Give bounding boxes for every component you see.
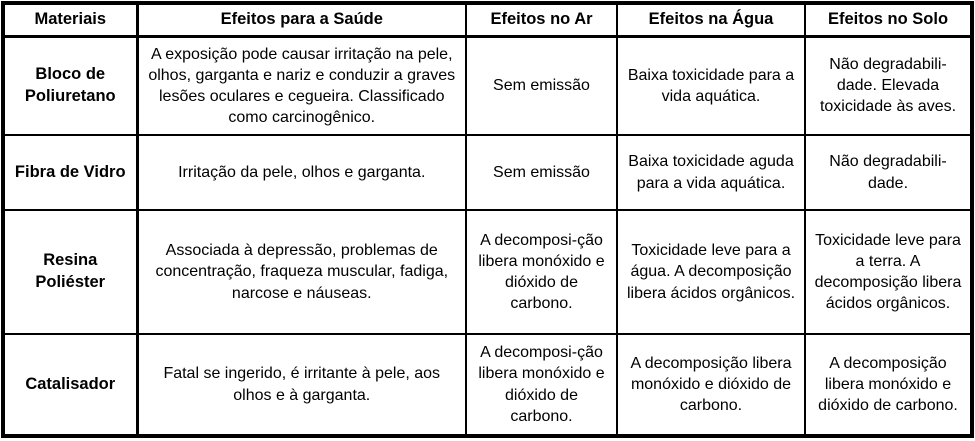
cell-ar: Sem emissão (466, 36, 617, 135)
cell-agua: A decomposição libera monóxido e dióxido de carbono. (617, 334, 805, 436)
table-row (3, 36, 972, 135)
header-cell-materiais: Materiais (3, 3, 137, 36)
materials-effects-table (1, 1, 974, 438)
cell-ar: Sem emissão (466, 135, 617, 210)
cell-solo: Não degradabili-dade. Elevada toxicidade às aves. (805, 36, 972, 135)
cell-solo: Não degradabili-dade. (805, 135, 972, 210)
cell-saude: Associada à depressão, problemas de concentração, fraqueza muscular, fadiga, narcose e náuseas. (137, 210, 466, 334)
cell-material: Resina Poliéster (3, 210, 137, 334)
cell-agua: Baixa toxicidade aguda para a vida aquática. (617, 135, 805, 210)
cell-material: Fibra de Vidro (3, 135, 137, 210)
header-cell-agua: Efeitos na Água (617, 3, 805, 36)
header-cell-saude: Efeitos para a Saúde (137, 3, 466, 36)
header-cell-ar: Efeitos no Ar (466, 3, 617, 36)
cell-saude: A exposição pode causar irritação na pele, olhos, garganta e nariz e conduzir a graves lesões oculares e cegueira. Classificado como carcinogênico. (137, 36, 466, 135)
cell-solo: A decomposição libera monóxido e dióxido de carbono. (805, 334, 972, 436)
table-row (3, 210, 972, 334)
cell-material: Bloco de Poliuretano (3, 36, 137, 135)
cell-ar: A decomposi-ção libera monóxido e dióxido de carbono. (466, 334, 617, 436)
cell-agua: Baixa toxicidade para a vida aquática. (617, 36, 805, 135)
table-row (3, 135, 972, 210)
cell-agua: Toxicidade leve para a água. A decomposição libera ácidos orgânicos. (617, 210, 805, 334)
cell-material: Catalisador (3, 334, 137, 436)
table-row (3, 334, 972, 436)
header-row (3, 3, 972, 36)
cell-solo: Toxicidade leve para a terra. A decomposição libera ácidos orgânicos. (805, 210, 972, 334)
header-cell-solo: Efeitos no Solo (805, 3, 972, 36)
cell-ar: A decomposi-ção libera monóxido e dióxido de carbono. (466, 210, 617, 334)
cell-saude: Irritação da pele, olhos e garganta. (137, 135, 466, 210)
cell-saude: Fatal se ingerido, é irritante à pele, aos olhos e à garganta. (137, 334, 466, 436)
